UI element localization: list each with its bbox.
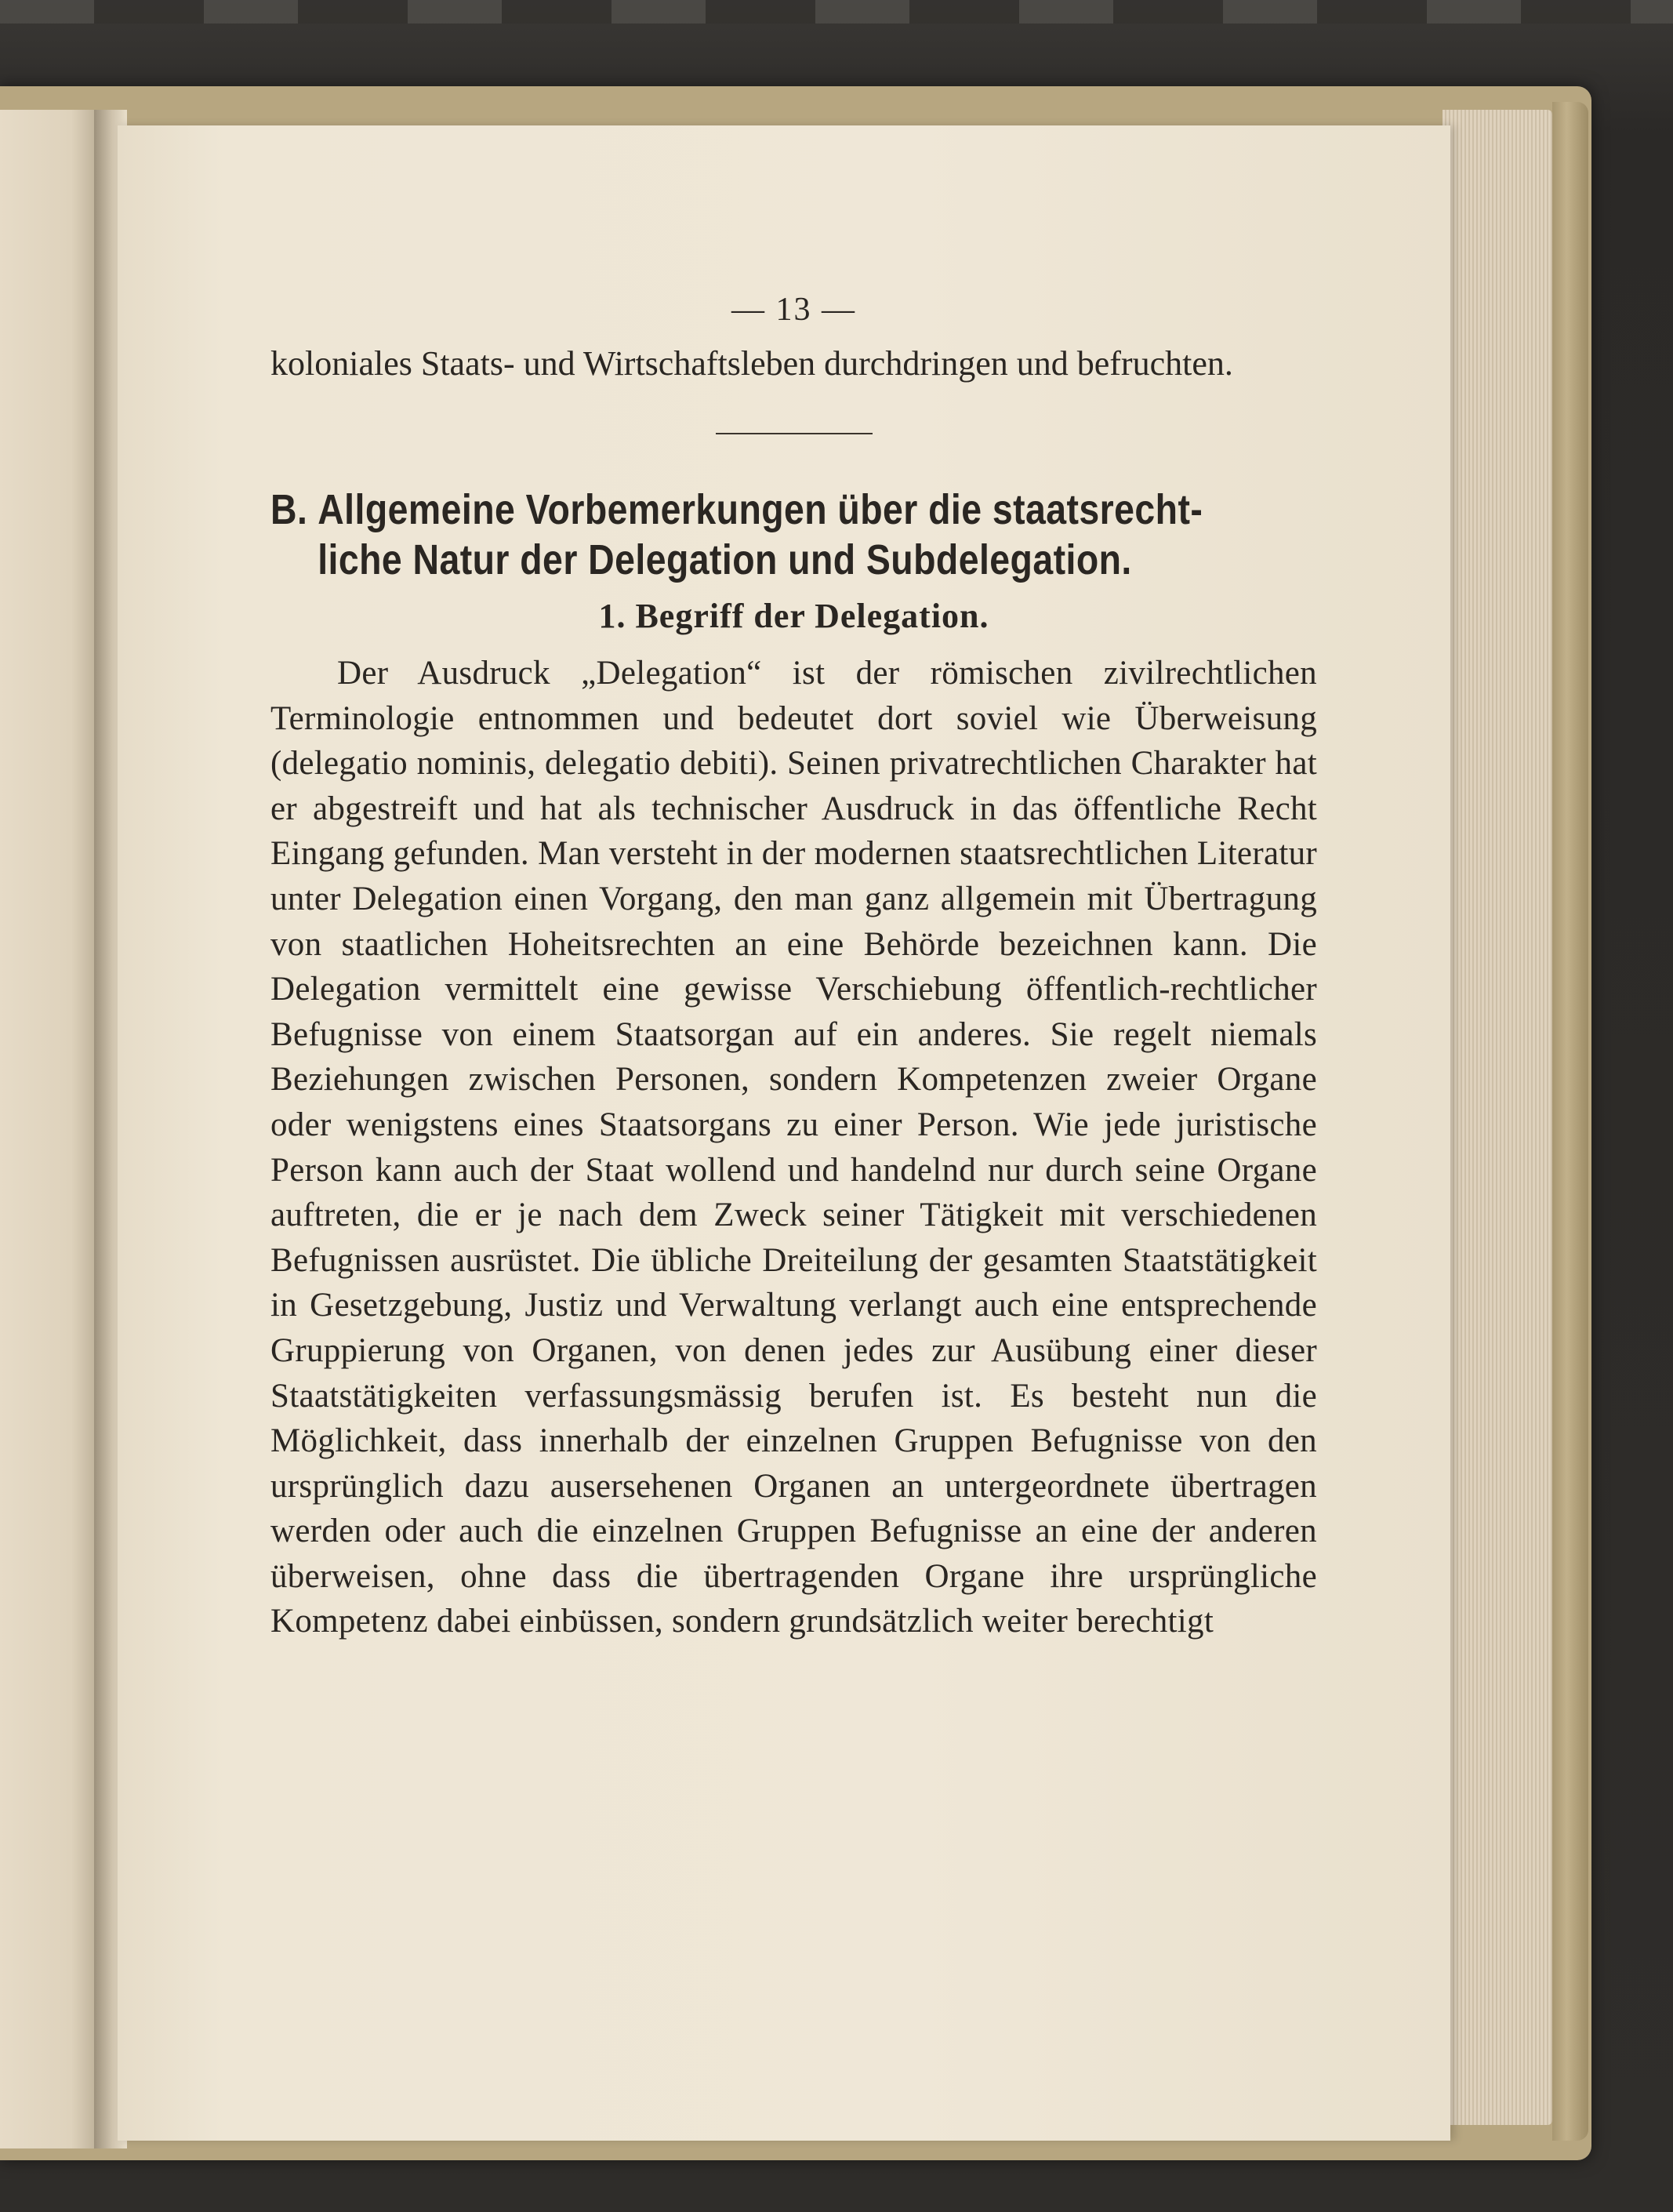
left-page-edge <box>0 110 102 2148</box>
section-divider <box>716 433 873 434</box>
scanner-top-marks <box>0 0 1673 24</box>
book-page <box>118 125 1450 2141</box>
section-title-line1: Allgemeine Vorbemerkungen über die staatsrecht- <box>318 486 1203 533</box>
section-heading <box>270 485 1315 585</box>
page-number: — 13 — <box>731 292 856 328</box>
section-title-line2: liche Natur der Delegation und Subdelegation. <box>318 536 1132 583</box>
page-content <box>270 286 1317 1644</box>
section-letter: B. <box>270 486 308 533</box>
continuation-paragraph: koloniales Staats- und Wirtschaftsleben durchdringen und befruchten. <box>270 344 1233 383</box>
page-stack-fore-edge <box>1443 110 1552 2125</box>
book-cover-edge <box>1552 102 1588 2141</box>
subsection-heading: 1. Begriff der Delegation. <box>598 597 989 635</box>
body-paragraph: Der Ausdruck „Delegation“ ist der römischen zivilrechtlichen Terminologie entnommen und bedeutet dort soviel wie Überweisung (delegatio nominis, delegatio debiti). Seinen privatrechtlichen Charakter hat er abgestreift und hat als technischer Ausdruck in das öffentliche Recht Eingang gefunden. Man versteht in der modernen staatsrechtlichen Literatur unter Delegation einen Vorgang, den man ganz allgemein mit Übertragung von staatlichen Hoheitsrechten an eine Behörde bezeichnen kann. Die Delegation vermittelt eine gewisse Verschiebung öffentlich-rechtlicher Befugnisse von einem Staatsorgan auf ein anderes. Sie regelt niemals Beziehungen zwischen Personen, sondern Kompetenzen zweier Organe oder wenigstens eines Staatsorgans zu einer Person. Wie jede juristische Person kann auch der Staat wollend und handelnd nur durch seine Organe auftreten, die er je nach dem Zweck seiner Tätigkeit mit verschiedenen Befugnissen ausrüstet. Die übliche Dreiteilung der gesamten Staatstätigkeit in Gesetzgebung, Justiz und Verwaltung verlangt auch eine entsprechende Gruppierung von Organen, von denen jedes zur Ausübung einer dieser Staatstätigkeiten verfassungsmässig berufen ist. Es besteht nun die Möglichkeit, dass innerhalb der einzelnen Gruppen Befugnisse von den ursprünglich dazu ausersehenen Organen an untergeordnete übertragen werden oder auch die einzelnen Gruppen Befugnisse an eine der anderen überweisen, ohne dass die übertragenden Organe ihre ursprüngliche Kompetenz dabei einbüssen, sondern grundsätzlich weiter berechtigt <box>270 655 1317 1640</box>
